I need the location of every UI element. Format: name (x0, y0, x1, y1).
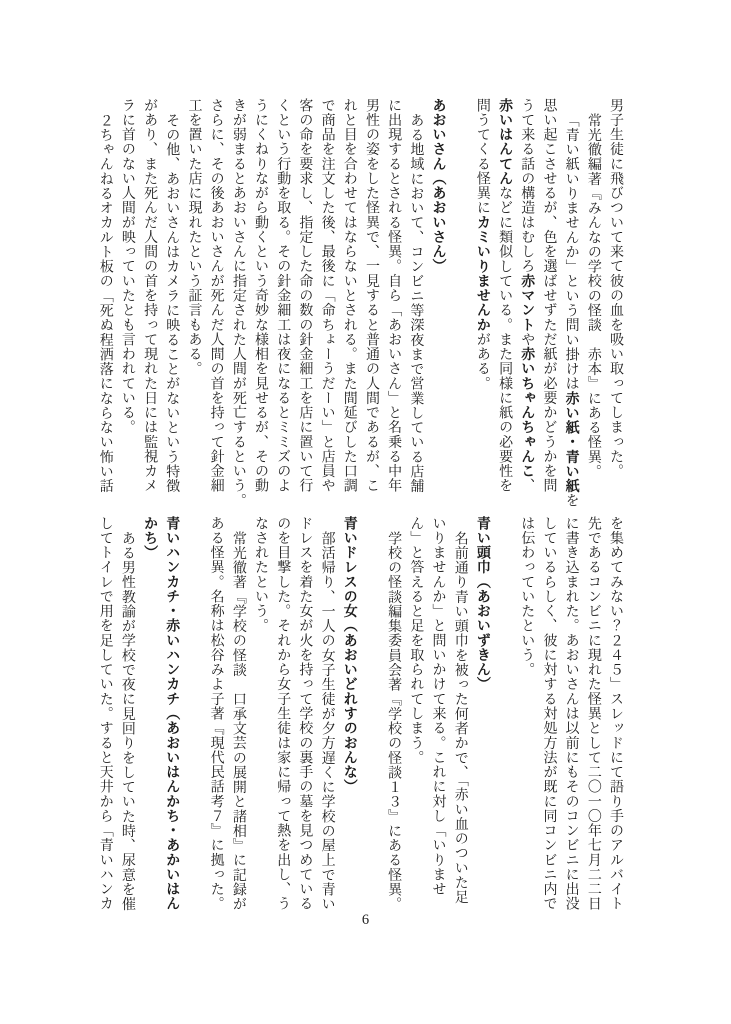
text-column (249, 516, 271, 914)
text-run: 客の命を要求し、指定した命の数の針金細工を店に置いて行 (297, 98, 313, 494)
text-run: 常光徹著『学校の怪談 口承文芸の展開と諸相』に記録が (230, 530, 246, 911)
text-column (271, 516, 293, 914)
text-run: くという行動を取る。その針金細工は夜になるとミミズのよ (275, 98, 291, 494)
text-column (227, 98, 249, 508)
text-run: ２ちゃんねるオカルト板の「死ぬ程洒落にならない怖い話 (97, 112, 113, 493)
text-run: は伝わっていたという。 (519, 516, 535, 677)
text-run: や (519, 332, 535, 347)
column-gap (182, 516, 204, 914)
text-run: 、 (519, 478, 535, 494)
text-run: で商品を注文した後、最後に「命ちょーうだーい」と店員や (319, 98, 335, 494)
text-run: 思い起こさせるが、色を選ばせずただ紙が必要かどうかを問 (541, 98, 557, 494)
entry-heading (160, 516, 182, 914)
text-run: 青い頭巾（あおいずきん） (474, 516, 490, 692)
text-run: うて来る話の構造はむしろ (519, 98, 535, 274)
text-run: ある怪異。名称は松谷みよ子著『現代民話考７』に拠った。 (208, 516, 224, 912)
text-block-top (93, 98, 626, 508)
text-column (493, 98, 515, 496)
text-run: を集めてみない？２４５」スレッドにて語り手のアルバイト (608, 516, 623, 912)
text-run: してトイレで用を足していた。すると天井から「青いハンカ (97, 516, 113, 912)
text-column (537, 98, 559, 496)
text-run: 工を置いた店に現れたという証言もある。 (186, 98, 202, 376)
text-column (315, 516, 337, 929)
text-run: があり、また死んだ人間の首を持って現れた日には監視カメ (142, 98, 158, 494)
text-run: うにくねりながら動くという奇妙な様相を見せるが、その動 (253, 98, 268, 494)
text-column (449, 516, 471, 929)
text-run: などに類似している。また同様に紙の必要性を (497, 185, 513, 494)
text-column (94, 516, 116, 914)
text-run: のを目撃した。それから女子生徒は家に帰って熱を出し、う (275, 516, 291, 912)
text-column (582, 516, 604, 914)
text-run: 学校の怪談編集委員会著『学校の怪談１３』にある怪異。 (386, 530, 402, 911)
text-run: ん」と答えると足を取られてしまう。 (408, 516, 424, 765)
text-run: に書き込まれた。あおいさんは以前にもそのコンビニに出没 (563, 516, 579, 912)
text-run: かち） (142, 516, 158, 560)
text-run: ドレスを着た女が火を持って学校の裏手の墓を見つめている (297, 516, 313, 912)
text-column (604, 516, 626, 914)
text-column (426, 516, 448, 914)
text-column (382, 516, 404, 929)
text-run: を (563, 493, 579, 508)
text-column (293, 98, 315, 496)
text-run: がある。 (474, 332, 490, 391)
text-run: さらに、その後あおいさんが死んだ人間の首を持って針金細 (208, 98, 224, 494)
text-run: なされたという。 (253, 516, 268, 634)
text-run: 常光徹編著『みんなの学校の怪談 赤本』にある怪異。 (585, 112, 601, 479)
text-run: 男性の姿をした怪異で、一見すると普通の人間であるが、こ (363, 98, 379, 494)
text-column (160, 98, 182, 511)
column-gap (449, 98, 471, 496)
text-run: きが弱まるとあおいさんに指定された人間が死亡するという。 (230, 98, 246, 508)
text-run: れと目を合わせてはならないとされる。また間延びした口調 (341, 98, 357, 494)
text-column (515, 516, 537, 914)
text-run: 問うてくる怪異に (474, 98, 490, 216)
text-column (537, 516, 559, 914)
text-column (182, 98, 204, 496)
text-column (604, 98, 626, 496)
cross-reference-term: 赤いはんてん (497, 98, 513, 186)
text-run: 青いドレスの女（あおいどれすのおんな） (341, 516, 357, 794)
text-column (404, 516, 426, 914)
text-column (515, 98, 537, 496)
text-column (249, 98, 271, 496)
text-column (582, 98, 604, 511)
text-column (227, 516, 249, 929)
text-column (293, 516, 315, 914)
text-column (315, 98, 337, 496)
entry-heading (138, 516, 160, 914)
text-column (471, 98, 493, 496)
text-column (338, 98, 360, 496)
text-column (138, 98, 160, 496)
text-run: 名前通り青い頭巾を被った何者かで、「赤い血のついた足 (452, 530, 468, 904)
column-gap (360, 516, 382, 914)
text-run: 男子生徒に飛びついて来て彼の血を吸い取ってしまった。 (608, 98, 623, 479)
text-column (404, 98, 426, 511)
text-run: 先であるコンビニに現れた怪異として二〇一〇年七月二二日 (585, 516, 601, 912)
text-run: ある地域において、コンビニ等深夜まで営業している店舗 (408, 112, 424, 493)
text-run: いりませんか」と問いかけて来る。これに対し「いりませ (430, 516, 446, 897)
text-run: ラに首のない人間が映っていたとも言われている。 (119, 98, 135, 435)
cross-reference-term: 赤い紙・青い紙 (563, 390, 579, 493)
text-run: 青いハンカチ・赤いハンカチ（あおいはんかち・あかいはん (164, 516, 180, 912)
text-column (559, 516, 581, 914)
text-run: その他、あおいさんはカメラに映ることがないという特徴 (164, 112, 180, 493)
cross-reference-term: カミいりませんか (474, 215, 490, 333)
text-column (382, 98, 404, 496)
text-column (360, 98, 382, 496)
column-gap (493, 516, 515, 914)
text-run: に出現するとされる怪異。自ら「あおいさん」と名乗る中年 (386, 98, 402, 494)
text-column (116, 98, 138, 496)
text-column (94, 98, 116, 511)
text-column (204, 516, 226, 914)
text-block-bottom (93, 516, 626, 918)
page-number: 6 (361, 912, 370, 928)
entry-heading (426, 98, 448, 496)
cross-reference-term: 赤いちゃんちゃんこ (519, 346, 535, 479)
text-run: 部活帰り、一人の女子生徒が夕方遅くに学校の屋上で青い (319, 530, 335, 911)
text-run: ある男性教諭が学校で夜に見回りをしていた時、尿意を催 (119, 530, 135, 911)
entry-heading (338, 516, 360, 914)
cross-reference-term: 赤マント (519, 273, 535, 333)
text-column (271, 98, 293, 496)
text-run: しているらしく、彼に対する対処方法が既に同コンビニ内で (541, 516, 557, 912)
text-column (559, 98, 581, 511)
text-column (204, 98, 226, 496)
entry-heading (471, 516, 493, 914)
text-column (116, 516, 138, 929)
text-run: 「青い紙いりませんか」という問い掛けは (563, 112, 579, 391)
text-run: あおいさん（あおいさん） (430, 98, 446, 274)
